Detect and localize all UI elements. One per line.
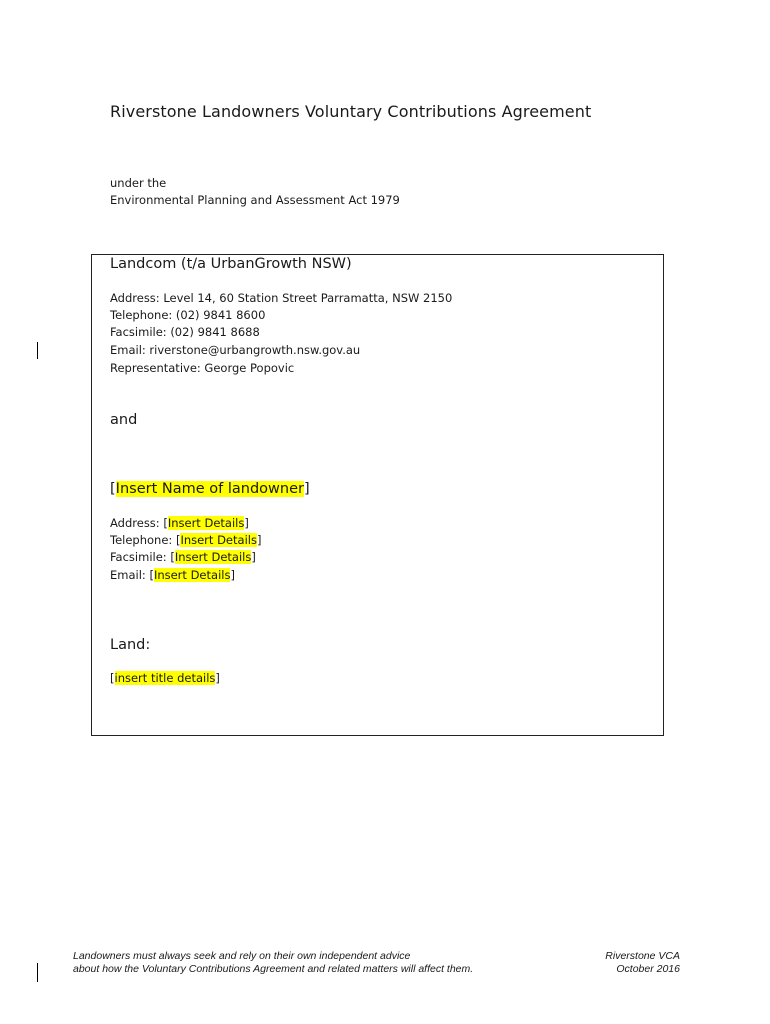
facsimile-label: Facsimile:	[110, 550, 171, 564]
email-label: Email:	[110, 568, 150, 582]
address-label: Address:	[110, 516, 164, 530]
party1-facsimile: Facsimile: (02) 9841 8688	[110, 325, 260, 339]
under-the-text: under the	[110, 176, 167, 190]
doc-ref: Riverstone VCA	[605, 950, 680, 962]
document-title: Riverstone Landowners Voluntary Contributions Agreement	[110, 102, 592, 121]
act-name: Environmental Planning and Assessment Act 1979	[110, 193, 400, 207]
party1-name: Landcom (t/a UrbanGrowth NSW)	[110, 256, 352, 272]
party2-facsimile	[110, 550, 256, 564]
doc-date: October 2016	[616, 963, 680, 975]
email-placeholder	[149, 568, 235, 582]
details-highlight: Insert Details	[180, 533, 257, 547]
details-highlight: Insert Details	[167, 516, 245, 530]
party2-email	[110, 568, 235, 582]
telephone-label: Telephone:	[110, 533, 176, 547]
party1-representative: Representative: George Popovic	[110, 361, 295, 375]
change-bar	[37, 342, 38, 359]
bracket: ]	[256, 533, 262, 547]
bracket: ]	[230, 568, 235, 582]
party2-name	[110, 481, 310, 497]
telephone-placeholder	[176, 533, 262, 547]
and-connector: and	[110, 412, 138, 428]
address-placeholder	[163, 516, 249, 530]
bracket: [	[170, 550, 175, 564]
party2-telephone	[110, 533, 261, 547]
disclaimer-line: about how the Voluntary Contributions Agreement and related matters will affect them.	[73, 963, 474, 975]
footer-doc-info	[605, 950, 680, 976]
facsimile-placeholder	[170, 550, 256, 564]
landowner-name-placeholder: Insert Name of landowner	[115, 481, 304, 497]
party1-telephone: Telephone: (02) 9841 8600	[110, 308, 266, 322]
details-highlight: Insert Details	[174, 550, 252, 564]
bracket: [	[110, 671, 115, 685]
bracket: ]	[244, 516, 249, 530]
change-bar-footer	[37, 963, 38, 982]
land-details	[110, 671, 220, 685]
bracket: [	[149, 568, 154, 582]
party1-address: Address: Level 14, 60 Station Street Parramatta, NSW 2150	[110, 291, 453, 305]
bracket: ]	[303, 481, 310, 497]
party1-email: Email: riverstone@urbangrowth.nsw.gov.au	[110, 343, 361, 357]
bracket: ]	[215, 671, 220, 685]
footer-disclaimer	[73, 950, 473, 976]
title-details-placeholder: insert title details	[114, 671, 216, 685]
bracket: [	[175, 533, 181, 547]
bracket: [	[163, 516, 168, 530]
bracket: [	[110, 481, 116, 497]
party2-address	[110, 516, 249, 530]
details-highlight: Insert Details	[153, 568, 231, 582]
land-heading: Land:	[110, 637, 151, 653]
bracket: ]	[251, 550, 256, 564]
disclaimer-line: Landowners must always seek and rely on their own independent advice	[73, 950, 411, 962]
